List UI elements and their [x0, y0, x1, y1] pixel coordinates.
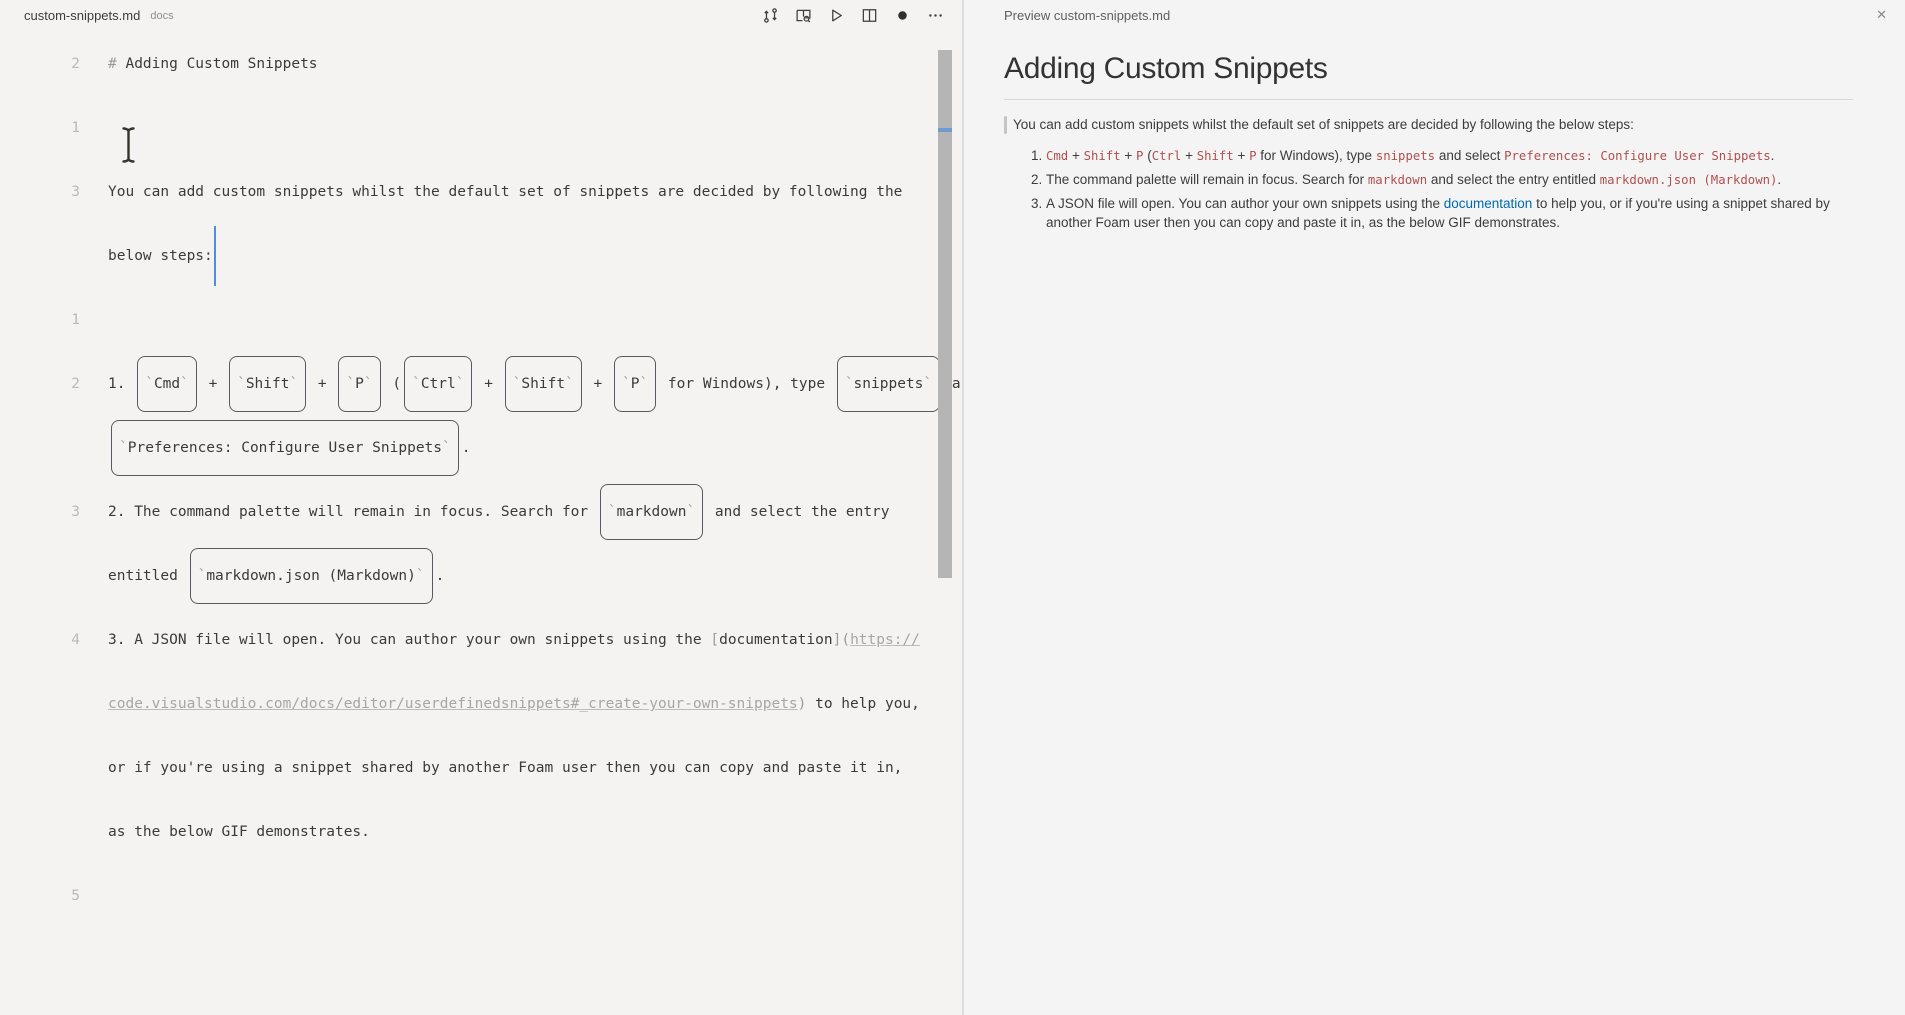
line-number: 2	[71, 376, 80, 392]
line-number: 5	[71, 888, 80, 904]
editor-row-text[interactable]	[80, 760, 902, 776]
text-segment: Ctrl	[1151, 149, 1182, 163]
text-segment: Cmd	[1046, 149, 1069, 163]
text-segment: to help you, or if you're using a snippet shared by another Foam user then you can copy and paste it in, as the below GIF demonstrates.	[1046, 196, 1830, 230]
inline-code-box[interactable]: ` P `	[614, 356, 656, 412]
text-segment: +	[584, 376, 611, 392]
inline-code-box[interactable]: ` Shift `	[505, 356, 582, 412]
editor-row[interactable]	[0, 160, 938, 224]
text-segment: or if you're using a snippet shared by another Foam user then you can copy and paste it in,	[108, 760, 903, 776]
editor-row-text[interactable]	[80, 484, 890, 540]
preview-ordered-list	[1004, 146, 1853, 232]
editor-row[interactable]	[0, 224, 938, 288]
editor-row-text[interactable]	[80, 420, 470, 476]
inline-code-box[interactable]: ` Preferences: Configure User Snippets `	[111, 420, 459, 476]
text-segment: (	[383, 376, 402, 392]
open-changes-icon[interactable]	[761, 6, 779, 24]
text-segment: snippets	[1375, 149, 1436, 163]
open-preview-icon[interactable]	[794, 6, 812, 24]
text-segment: 1.	[108, 376, 135, 392]
inline-code-box[interactable]: ` snippets `	[837, 356, 940, 412]
line-number: 3	[71, 184, 80, 200]
inline-code-box[interactable]: ` markdown `	[600, 484, 703, 540]
preview-heading: Adding Custom Snippets	[1004, 52, 1853, 100]
editor-row[interactable]	[0, 480, 938, 544]
editor-row[interactable]	[0, 800, 938, 864]
text-segment: ](	[832, 632, 851, 648]
text-segment: +	[1233, 148, 1250, 163]
split-editor-icon[interactable]	[860, 6, 878, 24]
run-icon[interactable]	[827, 6, 845, 24]
text-segment: A JSON file will open. You can author your own snippets using the	[1046, 196, 1444, 211]
text-segment: P	[1136, 149, 1144, 163]
editor-row[interactable]	[0, 416, 938, 480]
text-segment: markdown.json (Markdown)	[1599, 173, 1778, 187]
editor-row[interactable]	[0, 672, 938, 736]
text-segment: +	[1068, 148, 1084, 163]
preview-pane	[964, 0, 1905, 1015]
editor-row[interactable]	[0, 544, 938, 608]
text-segment: Shift	[1083, 149, 1121, 163]
text-segment: You can add custom snippets whilst the default set of snippets are decided by following the	[108, 184, 903, 200]
text-segment: Adding Custom Snippets	[125, 56, 318, 72]
inline-code-box[interactable]: ` Ctrl `	[404, 356, 472, 412]
editor-row-text[interactable]	[80, 356, 1039, 412]
mouse-ibeam-cursor	[120, 126, 137, 169]
text-segment: +	[309, 376, 336, 392]
line-number: 3	[71, 504, 80, 520]
tab-folder: docs	[150, 9, 174, 22]
text-segment: for Windows), type	[1256, 148, 1376, 163]
inline-code-box[interactable]: ` P `	[338, 356, 380, 412]
line-number: 1	[71, 120, 80, 136]
editor-row-text[interactable]	[80, 696, 920, 712]
editor-lines[interactable]	[0, 32, 938, 928]
text-segment: for Windows), type	[659, 376, 834, 392]
preview-list-item	[1046, 170, 1853, 190]
text-segment: to help you,	[806, 696, 920, 712]
editor-row-text[interactable]	[80, 184, 902, 200]
tab-filename[interactable]: custom-snippets.md	[24, 7, 141, 23]
preview-list-item	[1046, 146, 1853, 166]
line-number: 1	[71, 312, 80, 328]
text-segment: and select	[1435, 148, 1505, 163]
editor-row-text[interactable]	[80, 56, 318, 72]
text-segment: Shift	[1196, 149, 1234, 163]
preview-header	[964, 0, 1905, 30]
text-segment: .	[1770, 148, 1775, 163]
text-segment: 2. The command palette will remain in focus. Search for	[108, 504, 597, 520]
text-segment: +	[475, 376, 502, 392]
text-segment: 3. A JSON file will open. You can author your own snippets using the	[108, 632, 711, 648]
editor-row[interactable]	[0, 352, 938, 416]
more-actions-icon[interactable]	[926, 6, 944, 24]
editor-row[interactable]	[0, 288, 938, 352]
editor-row[interactable]	[0, 32, 938, 96]
editor-row[interactable]	[0, 608, 938, 672]
editor-row-text[interactable]	[80, 548, 444, 604]
editor-row-text[interactable]	[80, 632, 920, 648]
preview-title: Preview custom-snippets.md	[1004, 7, 1171, 23]
text-segment: +	[1181, 148, 1197, 163]
text-segment: Preferences: Configure User Snippets	[1504, 149, 1771, 163]
text-segment: .	[435, 568, 445, 584]
inline-code-box[interactable]: ` Shift `	[229, 356, 306, 412]
inline-code-box[interactable]: ` markdown.json (Markdown) `	[190, 548, 433, 604]
editor-row[interactable]	[0, 736, 938, 800]
editor-link-url[interactable]: code.visualstudio.com/docs/editor/userdefinedsnippets#_create-your-own-snippets	[108, 696, 798, 712]
text-segment: #	[108, 56, 126, 72]
line-number: 2	[71, 56, 80, 72]
editor-toolbar	[761, 0, 944, 30]
text-segment: markdown	[1367, 173, 1428, 187]
text-segment: and select the entry entitled	[1427, 172, 1600, 187]
text-segment: [	[710, 632, 720, 648]
text-segment: entitled	[108, 568, 187, 584]
text-segment: )	[797, 696, 807, 712]
text-segment: P	[1249, 149, 1257, 163]
line-number: 4	[71, 632, 80, 648]
preview-content	[964, 30, 1905, 232]
text-segment: The command palette will remain in focus. Search for	[1046, 172, 1368, 187]
editor-link-url[interactable]: https://	[850, 632, 920, 648]
editor-scrollbar[interactable]	[938, 50, 952, 578]
preview-list-item	[1046, 194, 1853, 232]
documentation-link[interactable]: documentation	[1443, 196, 1533, 211]
close-icon[interactable]: ✕	[1876, 7, 1887, 22]
text-segment: .	[461, 440, 471, 456]
text-segment: as the below GIF demonstrates.	[108, 824, 370, 840]
text-segment: below steps:	[108, 248, 213, 264]
inline-code-box[interactable]: ` Cmd `	[137, 356, 197, 412]
editor-row[interactable]	[0, 864, 938, 928]
preview-paragraph: You can add custom snippets whilst the default set of snippets are decided by following the below steps:	[1004, 115, 1853, 135]
scrollbar-cursor-marker	[938, 128, 952, 132]
editor-row-text[interactable]	[80, 824, 370, 840]
text-segment: (	[1143, 148, 1152, 163]
text-segment: documentation	[719, 632, 833, 648]
text-segment: +	[1120, 148, 1137, 163]
editor-row[interactable]	[0, 96, 938, 160]
editor-row-text[interactable]	[80, 226, 216, 286]
text-segment: +	[199, 376, 227, 392]
text-caret	[214, 226, 217, 286]
text-segment: .	[1777, 172, 1782, 187]
modified-dot-icon[interactable]	[893, 6, 911, 24]
text-segment: and select the entry	[706, 504, 890, 520]
